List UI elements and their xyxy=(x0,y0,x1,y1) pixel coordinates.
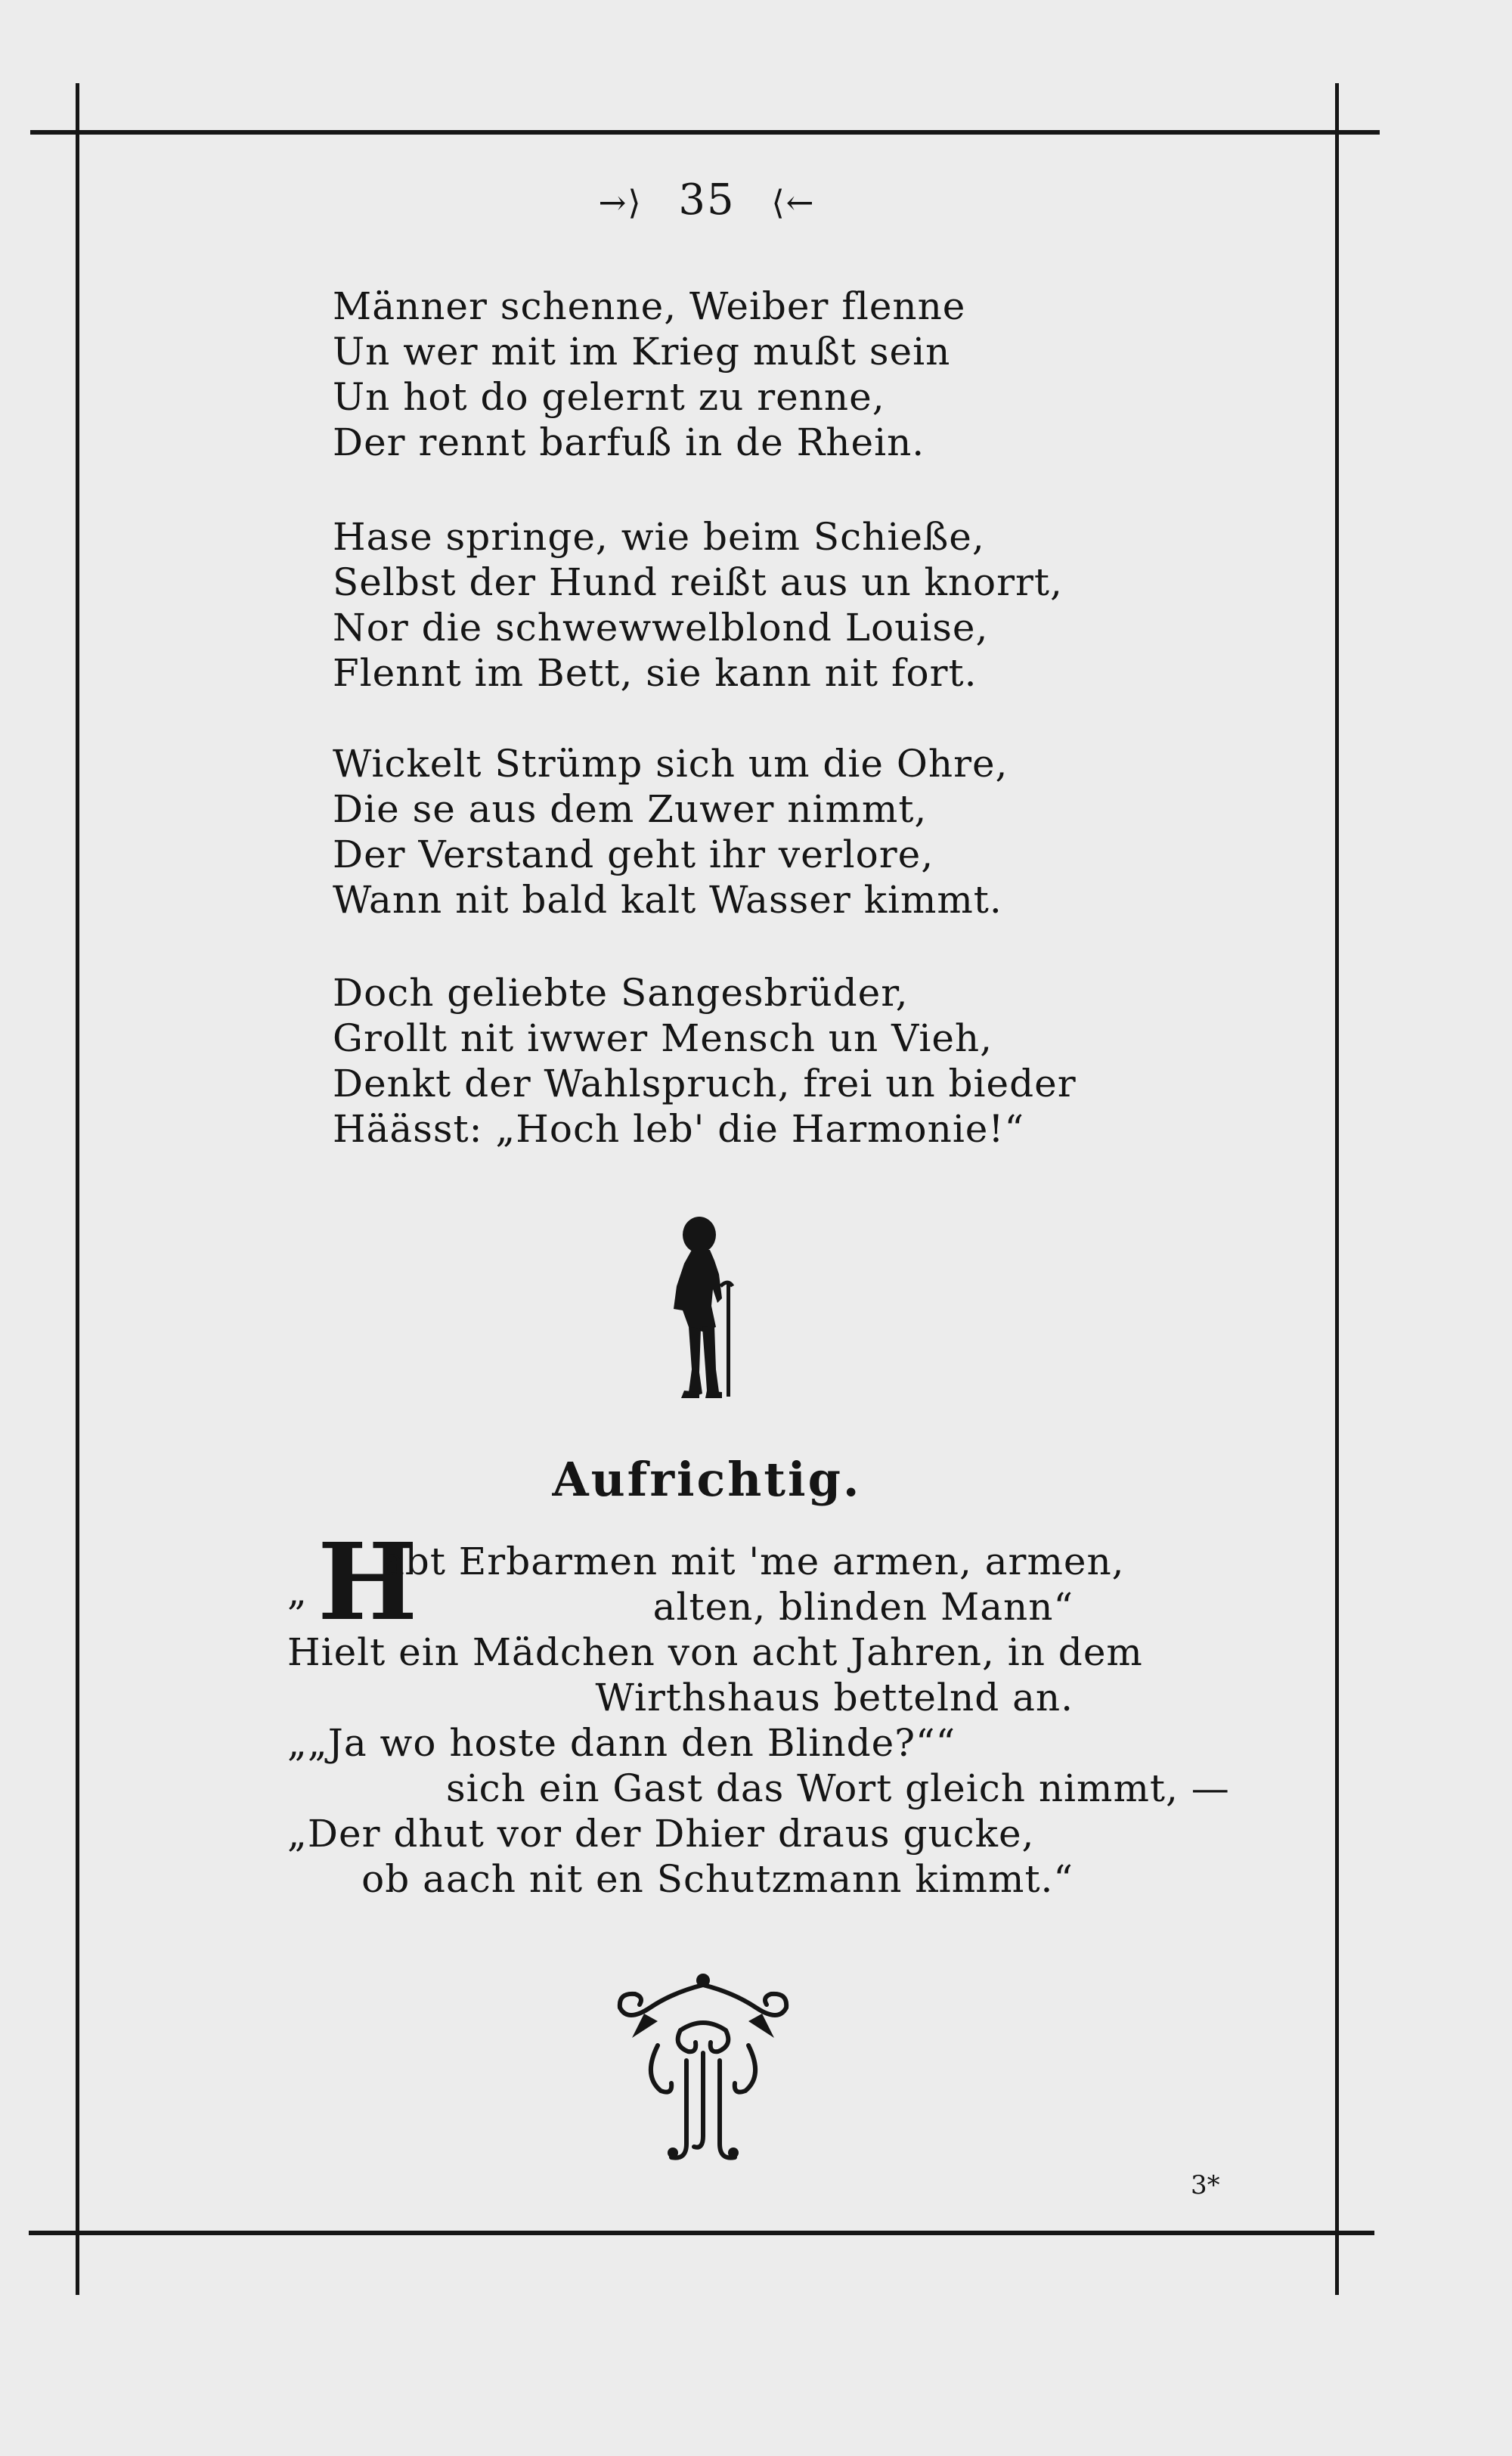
verse-line: Wann nit bald kalt Wasser kimmt. xyxy=(333,878,1002,922)
anecdote-line: Wirthshaus bettelnd an. xyxy=(595,1676,1074,1720)
verse-line: Der Verstand geht ihr verlore, xyxy=(333,833,934,876)
verse-line: Doch geliebte Sangesbrüder, xyxy=(333,971,909,1015)
signature-mark: 3* xyxy=(1191,2170,1220,2200)
verse-line: Denkt der Wahlspruch, frei un bieder xyxy=(333,1062,1077,1106)
anecdote-line: „Der dhut vor der Dhier draus gucke, xyxy=(287,1812,1035,1856)
stanza-1 xyxy=(333,284,965,465)
anecdote-line: Hielt ein Mädchen von acht Jahren, in dem xyxy=(287,1630,1143,1674)
verse-line: Der rennt barfuß in de Rhein. xyxy=(333,420,925,464)
ornamental-flourish-icon xyxy=(597,1962,809,2166)
verse-line: Männer schenne, Weiber flenne xyxy=(333,284,966,328)
stanza-4 xyxy=(333,970,1077,1152)
verse-line: Häässt: „Hoch leb' die Harmonie!“ xyxy=(333,1107,1025,1151)
page-number: 35 xyxy=(678,175,736,225)
verse-line: Flennt im Bett, sie kann nit fort. xyxy=(333,651,978,695)
stanza-3 xyxy=(333,741,1008,923)
verse-line: Nor die schwewwelblond Louise, xyxy=(333,606,989,650)
verse-line: Wickelt Strümp sich um die Ohre, xyxy=(333,742,1009,786)
anecdote-line: ob aach nit en Schutzmann kimmt.“ xyxy=(361,1857,1074,1901)
anecdote-line: „„Ja wo hoste dann den Blinde?““ xyxy=(287,1721,956,1765)
verse-line: Selbst der Hund reißt aus un knorrt, xyxy=(333,560,1063,604)
page-header xyxy=(0,175,1414,225)
frame-right-rule xyxy=(1335,83,1339,2295)
verse-line: Un wer mit im Krieg mußt sein xyxy=(333,330,951,374)
verse-line: Un hot do gelernt zu renne, xyxy=(333,375,885,419)
drop-cap-initial: H xyxy=(318,1521,419,1645)
frame-left-rule xyxy=(76,83,79,2295)
stanza-2 xyxy=(333,514,1063,696)
anecdote-block xyxy=(287,1521,1230,1902)
verse-line: Hase springe, wie beim Schieße, xyxy=(333,515,985,559)
opening-quote: „ xyxy=(287,1570,308,1614)
anecdote-line: abt Erbarmen mit 'me armen, armen, xyxy=(382,1540,1125,1583)
boy-silhouette-icon xyxy=(646,1214,752,1403)
verse-line: Grollt nit iwwer Mensch un Vieh, xyxy=(333,1016,993,1060)
frame-bottom-rule xyxy=(29,2231,1374,2235)
anecdote-line: sich ein Gast das Wort gleich nimmt, — xyxy=(446,1766,1230,1810)
frame-top-rule xyxy=(30,130,1380,135)
anecdote-line: alten, blinden Mann“ xyxy=(652,1585,1074,1629)
header-ornament-left: →⟩ xyxy=(598,184,643,222)
poem-title: Aufrichtig. xyxy=(552,1452,862,1507)
header-ornament-right: ⟨← xyxy=(771,184,816,222)
verse-line: Die se aus dem Zuwer nimmt, xyxy=(333,787,928,831)
